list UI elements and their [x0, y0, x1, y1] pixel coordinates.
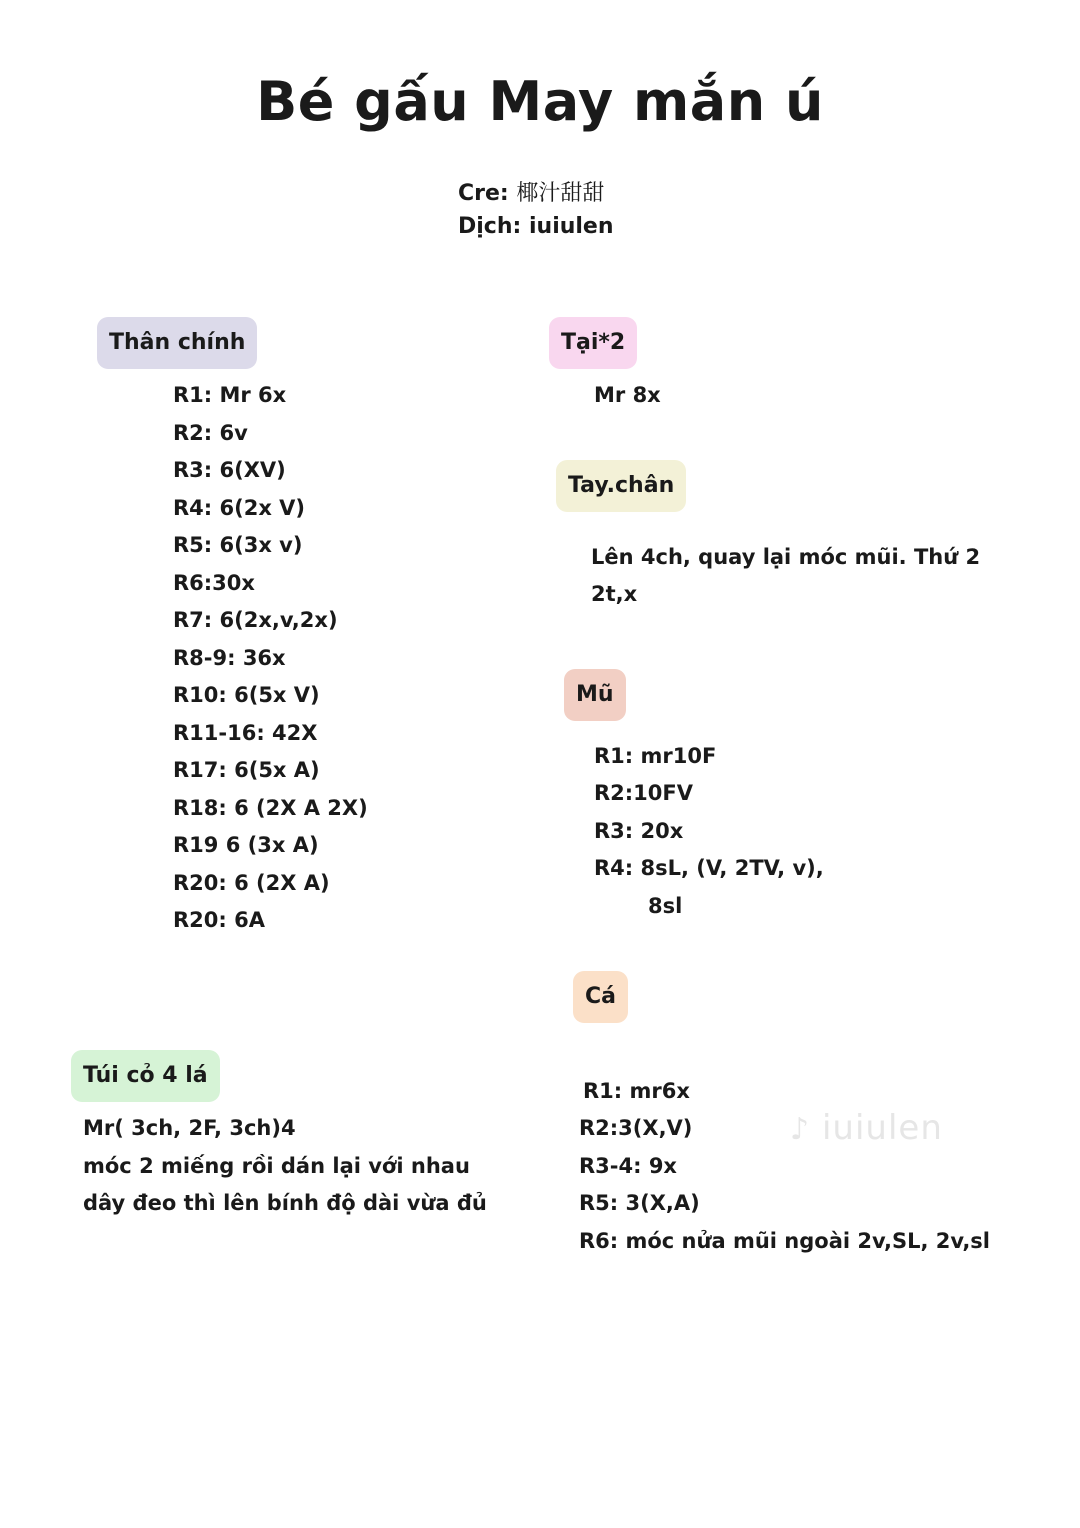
- pattern-row: R3: 6(XV): [173, 458, 286, 482]
- pattern-row: 8sl: [648, 894, 683, 918]
- pattern-row: dây đeo thì lên bính độ dài vừa đủ: [83, 1191, 487, 1215]
- page-title: Bé gấu May mắn ú: [256, 70, 824, 133]
- pattern-row: R2:3(X,V): [579, 1116, 693, 1140]
- credit-translator-name: iuiulen: [528, 214, 614, 239]
- credit-translator: [458, 214, 614, 239]
- pattern-row: R8-9: 36x: [173, 646, 286, 670]
- pattern-row: R10: 6(5x V): [173, 683, 320, 707]
- pattern-row: R11-16: 42X: [173, 721, 318, 745]
- pattern-row: R7: 6(2x,v,2x): [173, 608, 338, 632]
- pattern-row: Mr 8x: [594, 383, 661, 407]
- pattern-row: Mr( 3ch, 2F, 3ch)4: [83, 1116, 296, 1140]
- section-tag-tay-chan: Tay.chân: [556, 460, 686, 512]
- pattern-row: R20: 6A: [173, 908, 265, 932]
- credit-author-label: Cre:: [458, 181, 509, 206]
- pattern-row: R3-4: 9x: [579, 1154, 677, 1178]
- pattern-row: R20: 6 (2X A): [173, 871, 330, 895]
- tiktok-icon: ♪: [790, 1112, 811, 1147]
- pattern-row: 2t,x: [591, 582, 638, 606]
- credit-translator-label: Dịch:: [458, 214, 522, 239]
- credit-author: [458, 176, 604, 207]
- pattern-row: R1: mr6x: [583, 1079, 690, 1103]
- pattern-row: R18: 6 (2X A 2X): [173, 796, 368, 820]
- pattern-row: R6: móc nửa mũi ngoài 2v,SL, 2v,sl: [579, 1229, 990, 1253]
- pattern-row: R5: 3(X,A): [579, 1191, 700, 1215]
- pattern-row: R1: mr10F: [594, 744, 717, 768]
- pattern-row: R4: 6(2x V): [173, 496, 306, 520]
- pattern-row: R19 6 (3x A): [173, 833, 319, 857]
- section-tag-tai: Tại*2: [549, 317, 637, 369]
- pattern-row: R5: 6(3x v): [173, 533, 303, 557]
- pattern-row: Lên 4ch, quay lại móc mũi. Thứ 2: [591, 545, 981, 569]
- pattern-row: móc 2 miếng rồi dán lại với nhau: [83, 1154, 470, 1178]
- pattern-row: R2: 6v: [173, 421, 248, 445]
- section-tag-than-chinh: Thân chính: [97, 317, 257, 369]
- pattern-row: R2:10FV: [594, 781, 694, 805]
- watermark-text: iuiulen: [821, 1108, 943, 1148]
- credit-author-name: 椰汁甜甜: [516, 181, 605, 206]
- pattern-row: R6:30x: [173, 571, 255, 595]
- pattern-row: R1: Mr 6x: [173, 383, 287, 407]
- pattern-row: R4: 8sL, (V, 2TV, v),: [594, 856, 824, 880]
- section-tag-tui-co: Túi cỏ 4 lá: [71, 1050, 220, 1102]
- section-tag-ca: Cá: [573, 971, 628, 1023]
- pattern-row: R3: 20x: [594, 819, 684, 843]
- watermark: [790, 1108, 943, 1148]
- section-tag-mu: Mũ: [564, 669, 626, 721]
- pattern-row: R17: 6(5x A): [173, 758, 320, 782]
